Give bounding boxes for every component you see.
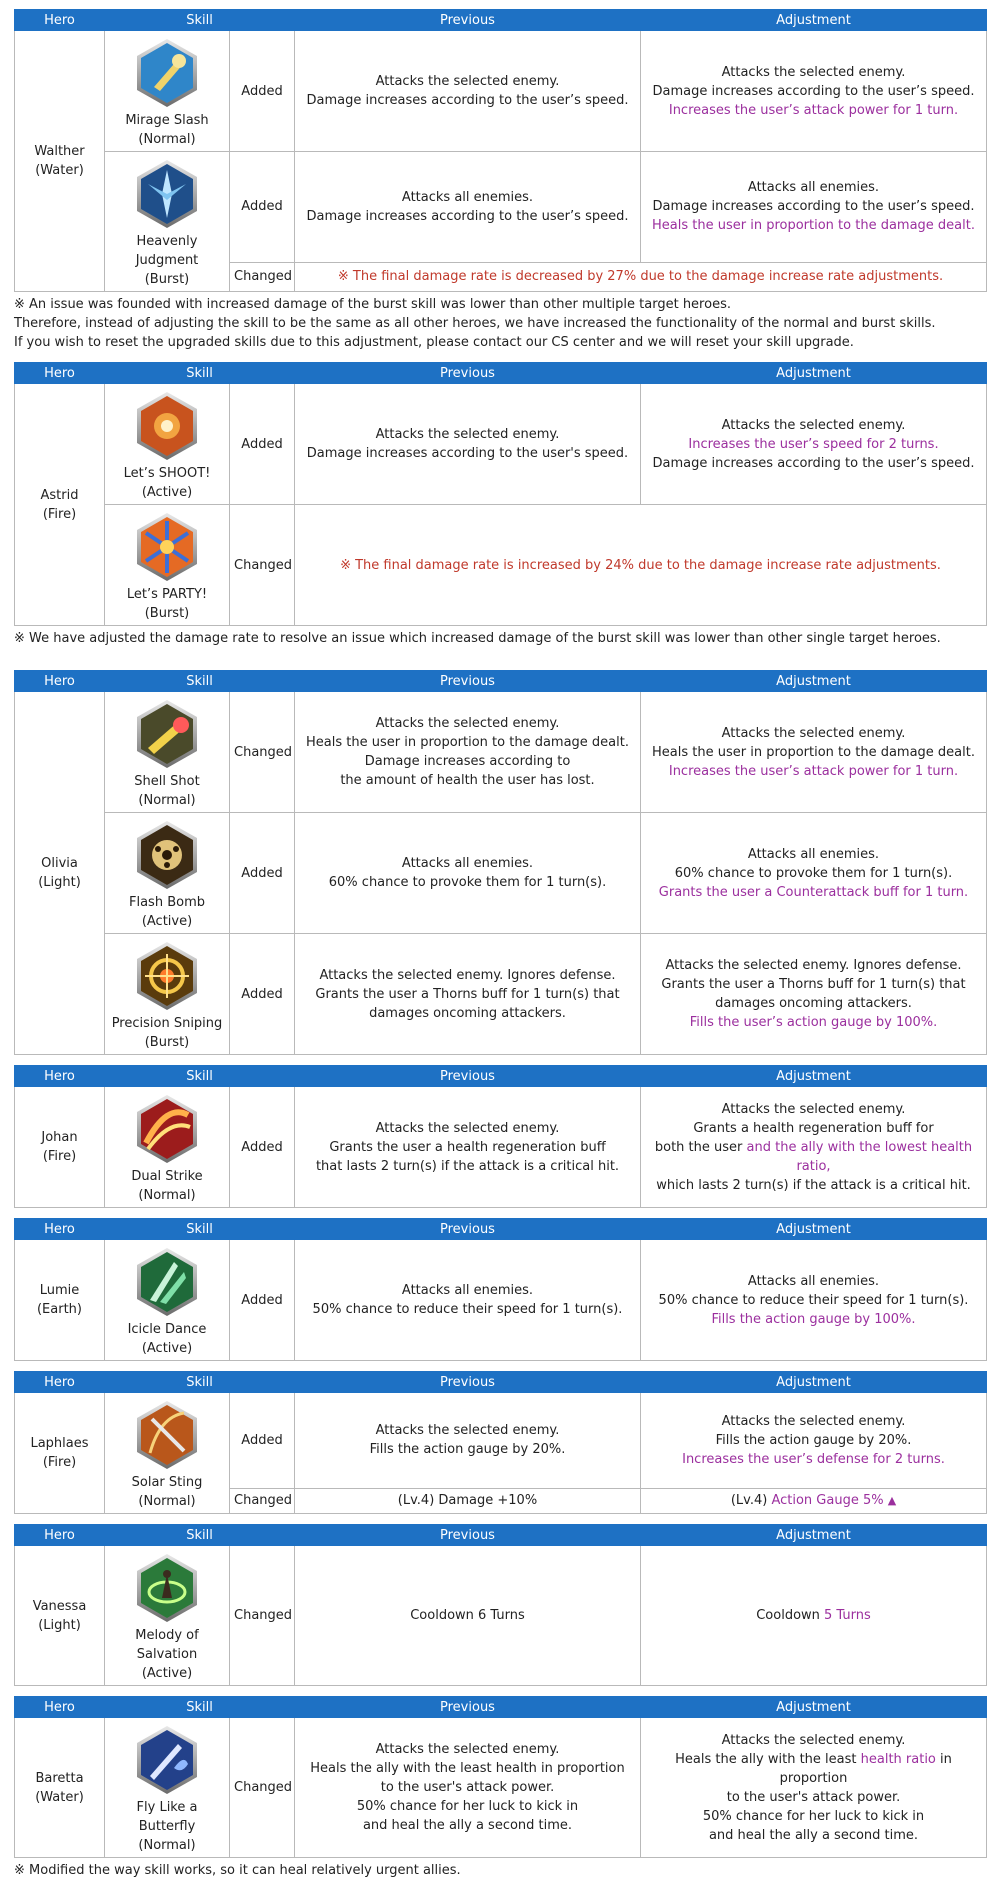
lets-shoot-icon <box>134 390 200 462</box>
hero-table-laphlaes <box>14 1371 987 1514</box>
status-cell: Added <box>230 31 295 152</box>
skill-cell: Dual Strike (Normal) <box>105 1087 230 1208</box>
skill-cell: Mirage Slash (Normal) <box>105 31 230 152</box>
header-adjustment: Adjustment <box>641 363 987 384</box>
adjustment-cell: Cooldown 5 Turns <box>641 1546 987 1686</box>
status-cell: Changed <box>230 1488 295 1513</box>
previous-cell: Attacks all enemies. Damage increases according to the user’s speed. <box>295 152 641 263</box>
table-row <box>15 152 987 263</box>
flash-bomb-icon <box>134 819 200 891</box>
header-adjustment: Adjustment <box>641 1697 987 1718</box>
header-previous: Previous <box>295 1219 641 1240</box>
table-row <box>15 1240 987 1361</box>
up-arrow-icon: ▲ <box>887 1494 897 1508</box>
table-row <box>15 934 987 1055</box>
table-row <box>15 1718 987 1858</box>
table-row <box>15 813 987 934</box>
status-cell: Added <box>230 384 295 505</box>
heavenly-judgment-icon <box>134 158 200 230</box>
table-header <box>15 1697 987 1718</box>
previous-cell: Attacks the selected enemy. Ignores defense. Grants the user a Thorns buff for 1 turn(s) that damages oncoming attackers. <box>295 934 641 1055</box>
hero-table-olivia <box>14 670 987 1055</box>
skill-cell: Shell Shot (Normal) <box>105 692 230 813</box>
shell-shot-icon <box>134 698 200 770</box>
header-hero: Hero <box>15 1219 105 1240</box>
table-row <box>15 384 987 505</box>
fly-like-a-butterfly-icon <box>134 1724 200 1796</box>
skill-cell: Flash Bomb (Active) <box>105 813 230 934</box>
adjustment-cell: Attacks the selected enemy. Grants a health regeneration buff for both the user and the ally with the lowest health ratio, which lasts 2 turn(s) if the attack is a critical hit. <box>641 1087 987 1208</box>
status-cell: Changed <box>230 692 295 813</box>
header-hero: Hero <box>15 363 105 384</box>
hero-cell: Olivia (Light) <box>15 692 105 1055</box>
previous-cell: (Lv.4) Damage +10% <box>295 1488 641 1513</box>
hero-cell: Baretta (Water) <box>15 1718 105 1858</box>
table-header <box>15 1066 987 1087</box>
header-previous: Previous <box>295 1697 641 1718</box>
header-hero: Hero <box>15 1372 105 1393</box>
previous-cell: Attacks the selected enemy. Fills the action gauge by 20%. <box>295 1393 641 1489</box>
hero-cell: Astrid (Fire) <box>15 384 105 626</box>
status-cell: Changed <box>230 505 295 626</box>
previous-cell: Attacks the selected enemy. Damage increases according to the user's speed. <box>295 384 641 505</box>
header-skill: Skill <box>105 363 295 384</box>
adjustment-cell: Attacks the selected enemy. Heals the user in proportion to the damage dealt. Increases the user’s attack power for 1 turn. <box>641 692 987 813</box>
header-skill: Skill <box>105 10 295 31</box>
table-header <box>15 1372 987 1393</box>
header-skill: Skill <box>105 1697 295 1718</box>
hero-cell: Walther (Water) <box>15 31 105 292</box>
table-row <box>15 1393 987 1489</box>
melody-of-salvation-icon <box>134 1552 200 1624</box>
header-skill: Skill <box>105 671 295 692</box>
header-hero: Hero <box>15 1525 105 1546</box>
status-cell: Added <box>230 934 295 1055</box>
header-adjustment: Adjustment <box>641 1525 987 1546</box>
table-header <box>15 1219 987 1240</box>
status-cell: Added <box>230 813 295 934</box>
status-cell: Added <box>230 1393 295 1489</box>
patch-notes <box>14 9 986 1880</box>
header-previous: Previous <box>295 10 641 31</box>
header-hero: Hero <box>15 1066 105 1087</box>
skill-cell: Let’s SHOOT! (Active) <box>105 384 230 505</box>
previous-cell: Attacks the selected enemy. Damage increases according to the user’s speed. <box>295 31 641 152</box>
header-previous: Previous <box>295 363 641 384</box>
hero-cell: Laphlaes (Fire) <box>15 1393 105 1514</box>
header-adjustment: Adjustment <box>641 1372 987 1393</box>
hero-table-astrid <box>14 362 987 626</box>
previous-cell: Attacks all enemies. 60% chance to provoke them for 1 turn(s). <box>295 813 641 934</box>
solar-sting-icon <box>134 1399 200 1471</box>
previous-cell: Attacks the selected enemy. Heals the ally with the least health in proportion to the user's attack power. 50% chance for her luck to kick in and heal the ally a second time. <box>295 1718 641 1858</box>
precision-sniping-icon <box>134 940 200 1012</box>
status-cell: Changed <box>230 262 295 291</box>
header-previous: Previous <box>295 1372 641 1393</box>
header-hero: Hero <box>15 1697 105 1718</box>
adjustment-cell: Attacks all enemies. Damage increases according to the user’s speed. Heals the user in proportion to the damage dealt. <box>641 152 987 263</box>
hero-table-lumie <box>14 1218 987 1361</box>
header-adjustment: Adjustment <box>641 671 987 692</box>
previous-cell: Cooldown 6 Turns <box>295 1546 641 1686</box>
skill-cell: Heavenly Judgment (Burst) <box>105 152 230 292</box>
adjustment-cell: Attacks the selected enemy. Damage increases according to the user’s speed. Increases the user’s attack power for 1 turn. <box>641 31 987 152</box>
hero-table-baretta <box>14 1696 987 1858</box>
table-header <box>15 671 987 692</box>
hero-cell: Vanessa (Light) <box>15 1546 105 1686</box>
adjustment-cell: Attacks the selected enemy. Increases the user’s speed for 2 turns. Damage increases according to the user’s speed. <box>641 384 987 505</box>
skill-cell: Melody of Salvation (Active) <box>105 1546 230 1686</box>
status-cell: Added <box>230 1240 295 1361</box>
status-cell: Added <box>230 1087 295 1208</box>
status-cell: Changed <box>230 1718 295 1858</box>
adjustment-cell: (Lv.4) Action Gauge 5% ▲ <box>641 1488 987 1513</box>
status-cell: Added <box>230 152 295 263</box>
adjustment-cell: Attacks all enemies. 60% chance to provoke them for 1 turn(s). Grants the user a Counterattack buff for 1 turn. <box>641 813 987 934</box>
table-row <box>15 505 987 626</box>
header-adjustment: Adjustment <box>641 1219 987 1240</box>
skill-cell: Precision Sniping (Burst) <box>105 934 230 1055</box>
header-skill: Skill <box>105 1219 295 1240</box>
adjustment-cell: Attacks the selected enemy. Ignores defense. Grants the user a Thorns buff for 1 turn(s) that damages oncoming attackers. Fills the user’s action gauge by 100%. <box>641 934 987 1055</box>
table-header <box>15 10 987 31</box>
skill-cell: Let’s PARTY! (Burst) <box>105 505 230 626</box>
skill-cell: Icicle Dance (Active) <box>105 1240 230 1361</box>
table-header <box>15 1525 987 1546</box>
header-adjustment: Adjustment <box>641 1066 987 1087</box>
astrid-note: ※ We have adjusted the damage rate to resolve an issue which increased damage of the burst skill was lower than other single target heroes. <box>14 631 941 646</box>
previous-cell: Attacks all enemies. 50% chance to reduce their speed for 1 turn(s). <box>295 1240 641 1361</box>
mirage-slash-icon <box>134 37 200 109</box>
header-previous: Previous <box>295 671 641 692</box>
header-skill: Skill <box>105 1525 295 1546</box>
header-hero: Hero <box>15 671 105 692</box>
skill-cell: Fly Like a Butterfly (Normal) <box>105 1718 230 1858</box>
hero-cell: Johan (Fire) <box>15 1087 105 1208</box>
adjustment-cell: Attacks the selected enemy. Fills the action gauge by 20%. Increases the user’s defense for 2 turns. <box>641 1393 987 1489</box>
table-row <box>15 692 987 813</box>
hero-cell: Lumie (Earth) <box>15 1240 105 1361</box>
adjustment-cell: Attacks all enemies. 50% chance to reduce their speed for 1 turn(s). Fills the action gauge by 100%. <box>641 1240 987 1361</box>
header-hero: Hero <box>15 10 105 31</box>
hero-table-walther <box>14 9 987 292</box>
previous-cell: Attacks the selected enemy. Grants the user a health regeneration buff that lasts 2 turn(s) if the attack is a critical hit. <box>295 1087 641 1208</box>
changed-cell: ※ The final damage rate is decreased by 27% due to the damage increase rate adjustments. <box>295 262 987 291</box>
baretta-note: ※ Modified the way skill works, so it can heal relatively urgent allies. <box>14 1863 461 1878</box>
lets-party-icon <box>134 511 200 583</box>
hero-table-johan <box>14 1065 987 1208</box>
walther-notes: ※ An issue was founded with increased damage of the burst skill was lower than other multiple target heroes. Therefore, instead of adjusting the skill to be the same as all other heroes, we have increased the functionality of the normal and burst skills. If you wish to reset the upgraded skills due to this adjustment, please contact our CS center and we will reset your skill upgrade. <box>14 297 936 350</box>
header-skill: Skill <box>105 1066 295 1087</box>
status-cell: Changed <box>230 1546 295 1686</box>
adjustment-cell: Attacks the selected enemy. Heals the ally with the least health ratio in proportion to the user's attack power. 50% chance for her luck to kick in and heal the ally a second time. <box>641 1718 987 1858</box>
table-header <box>15 363 987 384</box>
header-adjustment: Adjustment <box>641 10 987 31</box>
table-row <box>15 1546 987 1686</box>
table-row <box>15 1087 987 1208</box>
header-previous: Previous <box>295 1525 641 1546</box>
header-skill: Skill <box>105 1372 295 1393</box>
hero-table-vanessa <box>14 1524 987 1686</box>
dual-strike-icon <box>134 1093 200 1165</box>
icicle-dance-icon <box>134 1246 200 1318</box>
header-previous: Previous <box>295 1066 641 1087</box>
previous-cell: Attacks the selected enemy. Heals the user in proportion to the damage dealt. Damage increases according to the amount of health the user has lost. <box>295 692 641 813</box>
changed-cell: ※ The final damage rate is increased by 24% due to the damage increase rate adjustments. <box>295 505 987 626</box>
table-row <box>15 31 987 152</box>
skill-cell: Solar Sting (Normal) <box>105 1393 230 1514</box>
